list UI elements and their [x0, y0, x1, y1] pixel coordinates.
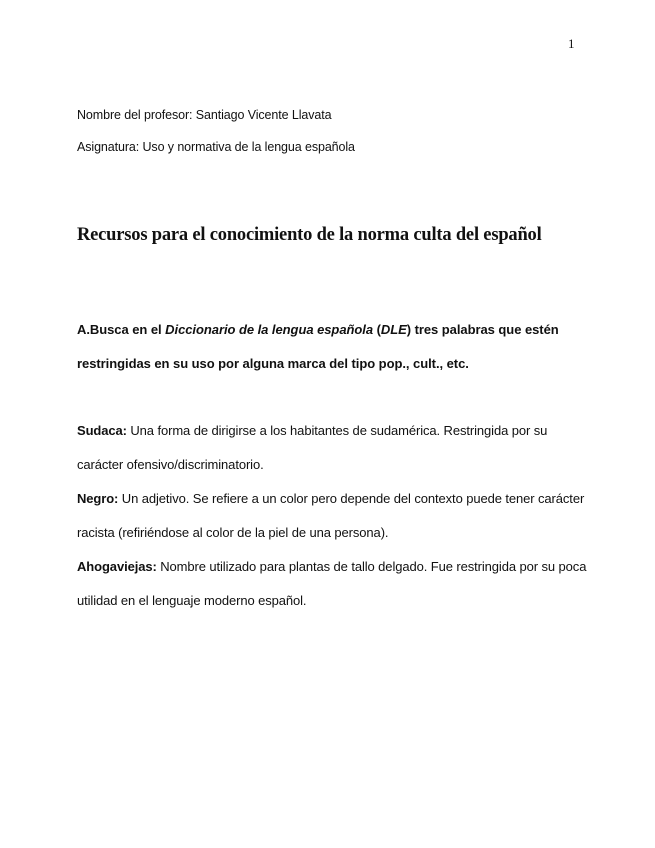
professor-line: Nombre del profesor: Santiago Vicente Llavata: [77, 108, 332, 122]
answer-definition: Una forma de dirigirse a los habitantes de sudamérica. Restringida por su carácter ofensivo/discriminatorio.: [77, 423, 548, 472]
question-open-paren: (: [373, 322, 381, 337]
document-title: Recursos para el conocimiento de la norma culta del español: [77, 225, 542, 245]
question-paragraph: [77, 313, 577, 381]
answer-entry-ahogaviejas: [77, 550, 587, 618]
dictionary-name: Diccionario de la lengua española: [165, 322, 374, 337]
answer-definition: Nombre utilizado para plantas de tallo delgado. Fue restringida por su poca utilidad en el lenguaje moderno español.: [77, 559, 587, 608]
dictionary-abbreviation: DLE: [380, 322, 407, 337]
answer-entry-sudaca: [77, 414, 587, 482]
question-prefix: A.Busca en el: [77, 322, 166, 337]
answer-entry-negro: [77, 482, 587, 550]
answer-definition: Un adjetivo. Se refiere a un color pero depende del contexto puede tener carácter racista (refiriéndose al color de la piel de una persona).: [77, 491, 585, 540]
answer-term: Negro:: [77, 491, 119, 506]
answers-list: [77, 414, 587, 618]
answer-term: Ahogaviejas:: [77, 559, 157, 574]
question-suffix: ) tres palabras que estén restringidas en su uso por alguna marca del tipo pop., cult., etc.: [77, 322, 559, 371]
subject-line: Asignatura: Uso y normativa de la lengua española: [77, 140, 355, 154]
page-number: 1: [568, 36, 575, 51]
answer-term: Sudaca:: [77, 423, 127, 438]
